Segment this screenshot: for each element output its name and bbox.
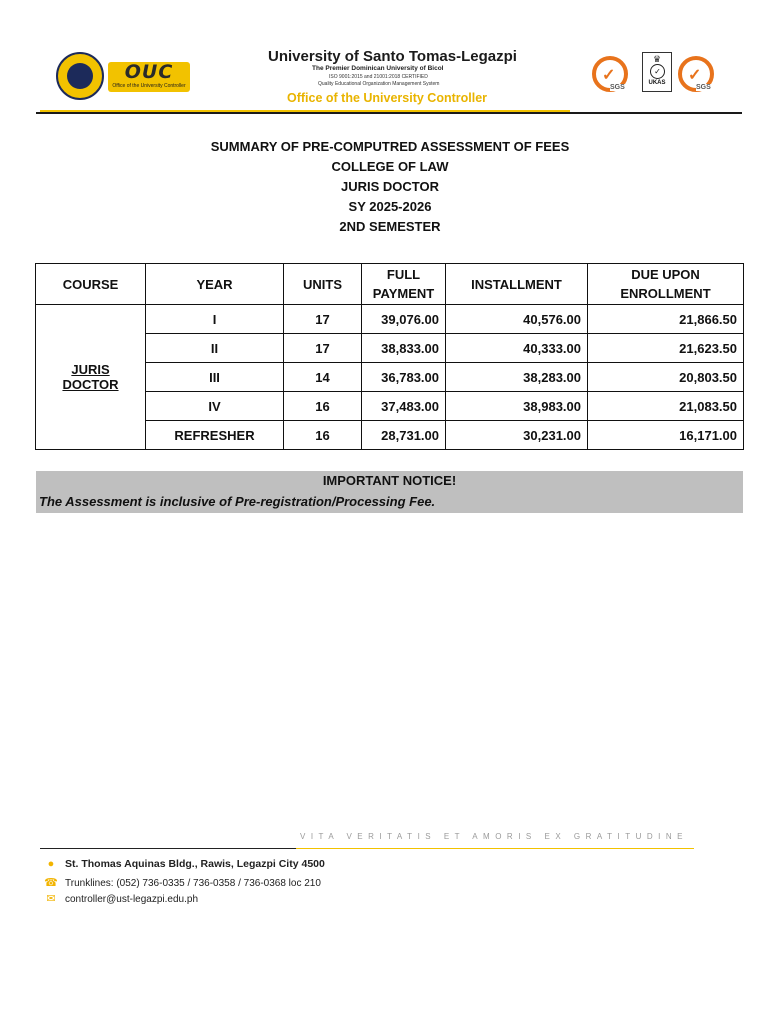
due-cell: 21,866.50 bbox=[588, 305, 744, 334]
title-line-college: COLLEGE OF LAW bbox=[331, 159, 449, 174]
check-icon: ✓ bbox=[688, 67, 702, 84]
university-name: University of Santo Tomas-Legazpi bbox=[268, 48, 517, 65]
due-cell: 16,171.00 bbox=[588, 421, 744, 450]
installment-cell: 40,576.00 bbox=[446, 305, 588, 334]
address-text: St. Thomas Aquinas Bldg., Rawis, Legazpi City 4500 bbox=[65, 858, 325, 870]
ouc-logo-caption: Office of the University Controller bbox=[112, 83, 186, 89]
email-link[interactable]: controller@ust-legazpi.edu.ph bbox=[65, 894, 199, 905]
seal-center bbox=[67, 63, 93, 89]
header-full-payment-line2: PAYMENT bbox=[372, 286, 435, 301]
header-due-upon-enrollment bbox=[588, 264, 744, 305]
notice-text: The Assessment is inclusive of Pre-registration/Processing Fee. bbox=[39, 494, 436, 509]
header-due-line1: DUE UPON bbox=[631, 267, 700, 282]
ouc-logo bbox=[108, 62, 190, 92]
envelope-icon: ✉ bbox=[46, 893, 56, 905]
year-cell: I bbox=[146, 305, 284, 334]
full-payment-cell: 38,833.00 bbox=[362, 334, 446, 363]
crown-icon: ♛ bbox=[652, 54, 662, 64]
full-payment-cell: 37,483.00 bbox=[362, 392, 446, 421]
units-cell: 16 bbox=[284, 392, 362, 421]
due-cell: 21,623.50 bbox=[588, 334, 744, 363]
office-name: Office of the University Controller bbox=[287, 91, 488, 105]
table-row bbox=[36, 305, 744, 334]
footer-trunklines bbox=[44, 876, 321, 889]
header-due-line2: ENROLLMENT bbox=[620, 286, 711, 301]
phone-icon: ☎ bbox=[44, 877, 58, 889]
sgs-certification-badge-2 bbox=[678, 56, 718, 94]
header-units: UNITS bbox=[284, 264, 362, 305]
title-line-program: JURIS DOCTOR bbox=[341, 179, 439, 194]
iso-system: Quality Educational Organization Management System bbox=[318, 81, 440, 87]
important-notice bbox=[36, 471, 743, 513]
installment-cell: 38,283.00 bbox=[446, 363, 588, 392]
title-line-semester: 2ND SEMESTER bbox=[339, 219, 441, 234]
header-installment: INSTALLMENT bbox=[446, 264, 588, 305]
footer-gold-rule bbox=[296, 848, 694, 849]
check-icon: ✓ bbox=[602, 67, 616, 84]
sgs-label: SGS bbox=[610, 84, 625, 91]
due-cell: 20,803.50 bbox=[588, 363, 744, 392]
sgs-label: SGS bbox=[696, 84, 711, 91]
full-payment-cell: 36,783.00 bbox=[362, 363, 446, 392]
header-rule bbox=[36, 112, 742, 114]
full-payment-cell: 39,076.00 bbox=[362, 305, 446, 334]
university-seal-logo bbox=[56, 52, 104, 100]
notice-title: IMPORTANT NOTICE! bbox=[322, 473, 457, 488]
header-full-payment bbox=[362, 264, 446, 305]
document-title bbox=[0, 137, 768, 237]
header-course: COURSE bbox=[36, 264, 146, 305]
university-motto: VITA VERITATIS ET AMORIS EX GRATITUDINE bbox=[300, 832, 689, 841]
university-tagline: The Premier Dominican University of Bicol bbox=[312, 65, 444, 72]
ouc-logo-letters: OUC bbox=[124, 61, 174, 83]
footer-address bbox=[44, 858, 325, 870]
year-cell: III bbox=[146, 363, 284, 392]
check-icon: ✓ bbox=[650, 64, 665, 79]
installment-cell: 40,333.00 bbox=[446, 334, 588, 363]
installment-cell: 38,983.00 bbox=[446, 392, 588, 421]
due-cell: 21,083.50 bbox=[588, 392, 744, 421]
header-year: YEAR bbox=[146, 264, 284, 305]
units-cell: 17 bbox=[284, 305, 362, 334]
units-cell: 16 bbox=[284, 421, 362, 450]
title-line-school-year: SY 2025-2026 bbox=[348, 199, 432, 214]
table-header-row bbox=[36, 264, 744, 305]
sgs-certification-badge bbox=[592, 56, 632, 94]
fee-table bbox=[35, 263, 744, 450]
title-line-summary: SUMMARY OF PRE-COMPUTRED ASSESSMENT OF FEES bbox=[210, 139, 570, 154]
units-cell: 14 bbox=[284, 363, 362, 392]
ukas-certification-badge bbox=[642, 52, 672, 92]
trunklines-text: Trunklines: (052) 736-0335 / 736-0358 / 736-0368 loc 210 bbox=[65, 878, 321, 889]
header-full-payment-line1: FULL bbox=[386, 267, 421, 282]
ukas-label: UKAS bbox=[648, 80, 666, 86]
footer-email bbox=[44, 892, 198, 905]
iso-certification: ISO 9001:2015 and 21001:2018 CERTIFIED bbox=[329, 74, 428, 80]
full-payment-cell: 28,731.00 bbox=[362, 421, 446, 450]
year-cell: REFRESHER bbox=[146, 421, 284, 450]
installment-cell: 30,231.00 bbox=[446, 421, 588, 450]
letterhead bbox=[36, 44, 742, 110]
location-pin-icon: ● bbox=[47, 858, 55, 870]
course-cell: JURIS DOCTOR bbox=[36, 305, 146, 450]
footer-rule bbox=[40, 848, 296, 849]
units-cell: 17 bbox=[284, 334, 362, 363]
year-cell: II bbox=[146, 334, 284, 363]
year-cell: IV bbox=[146, 392, 284, 421]
